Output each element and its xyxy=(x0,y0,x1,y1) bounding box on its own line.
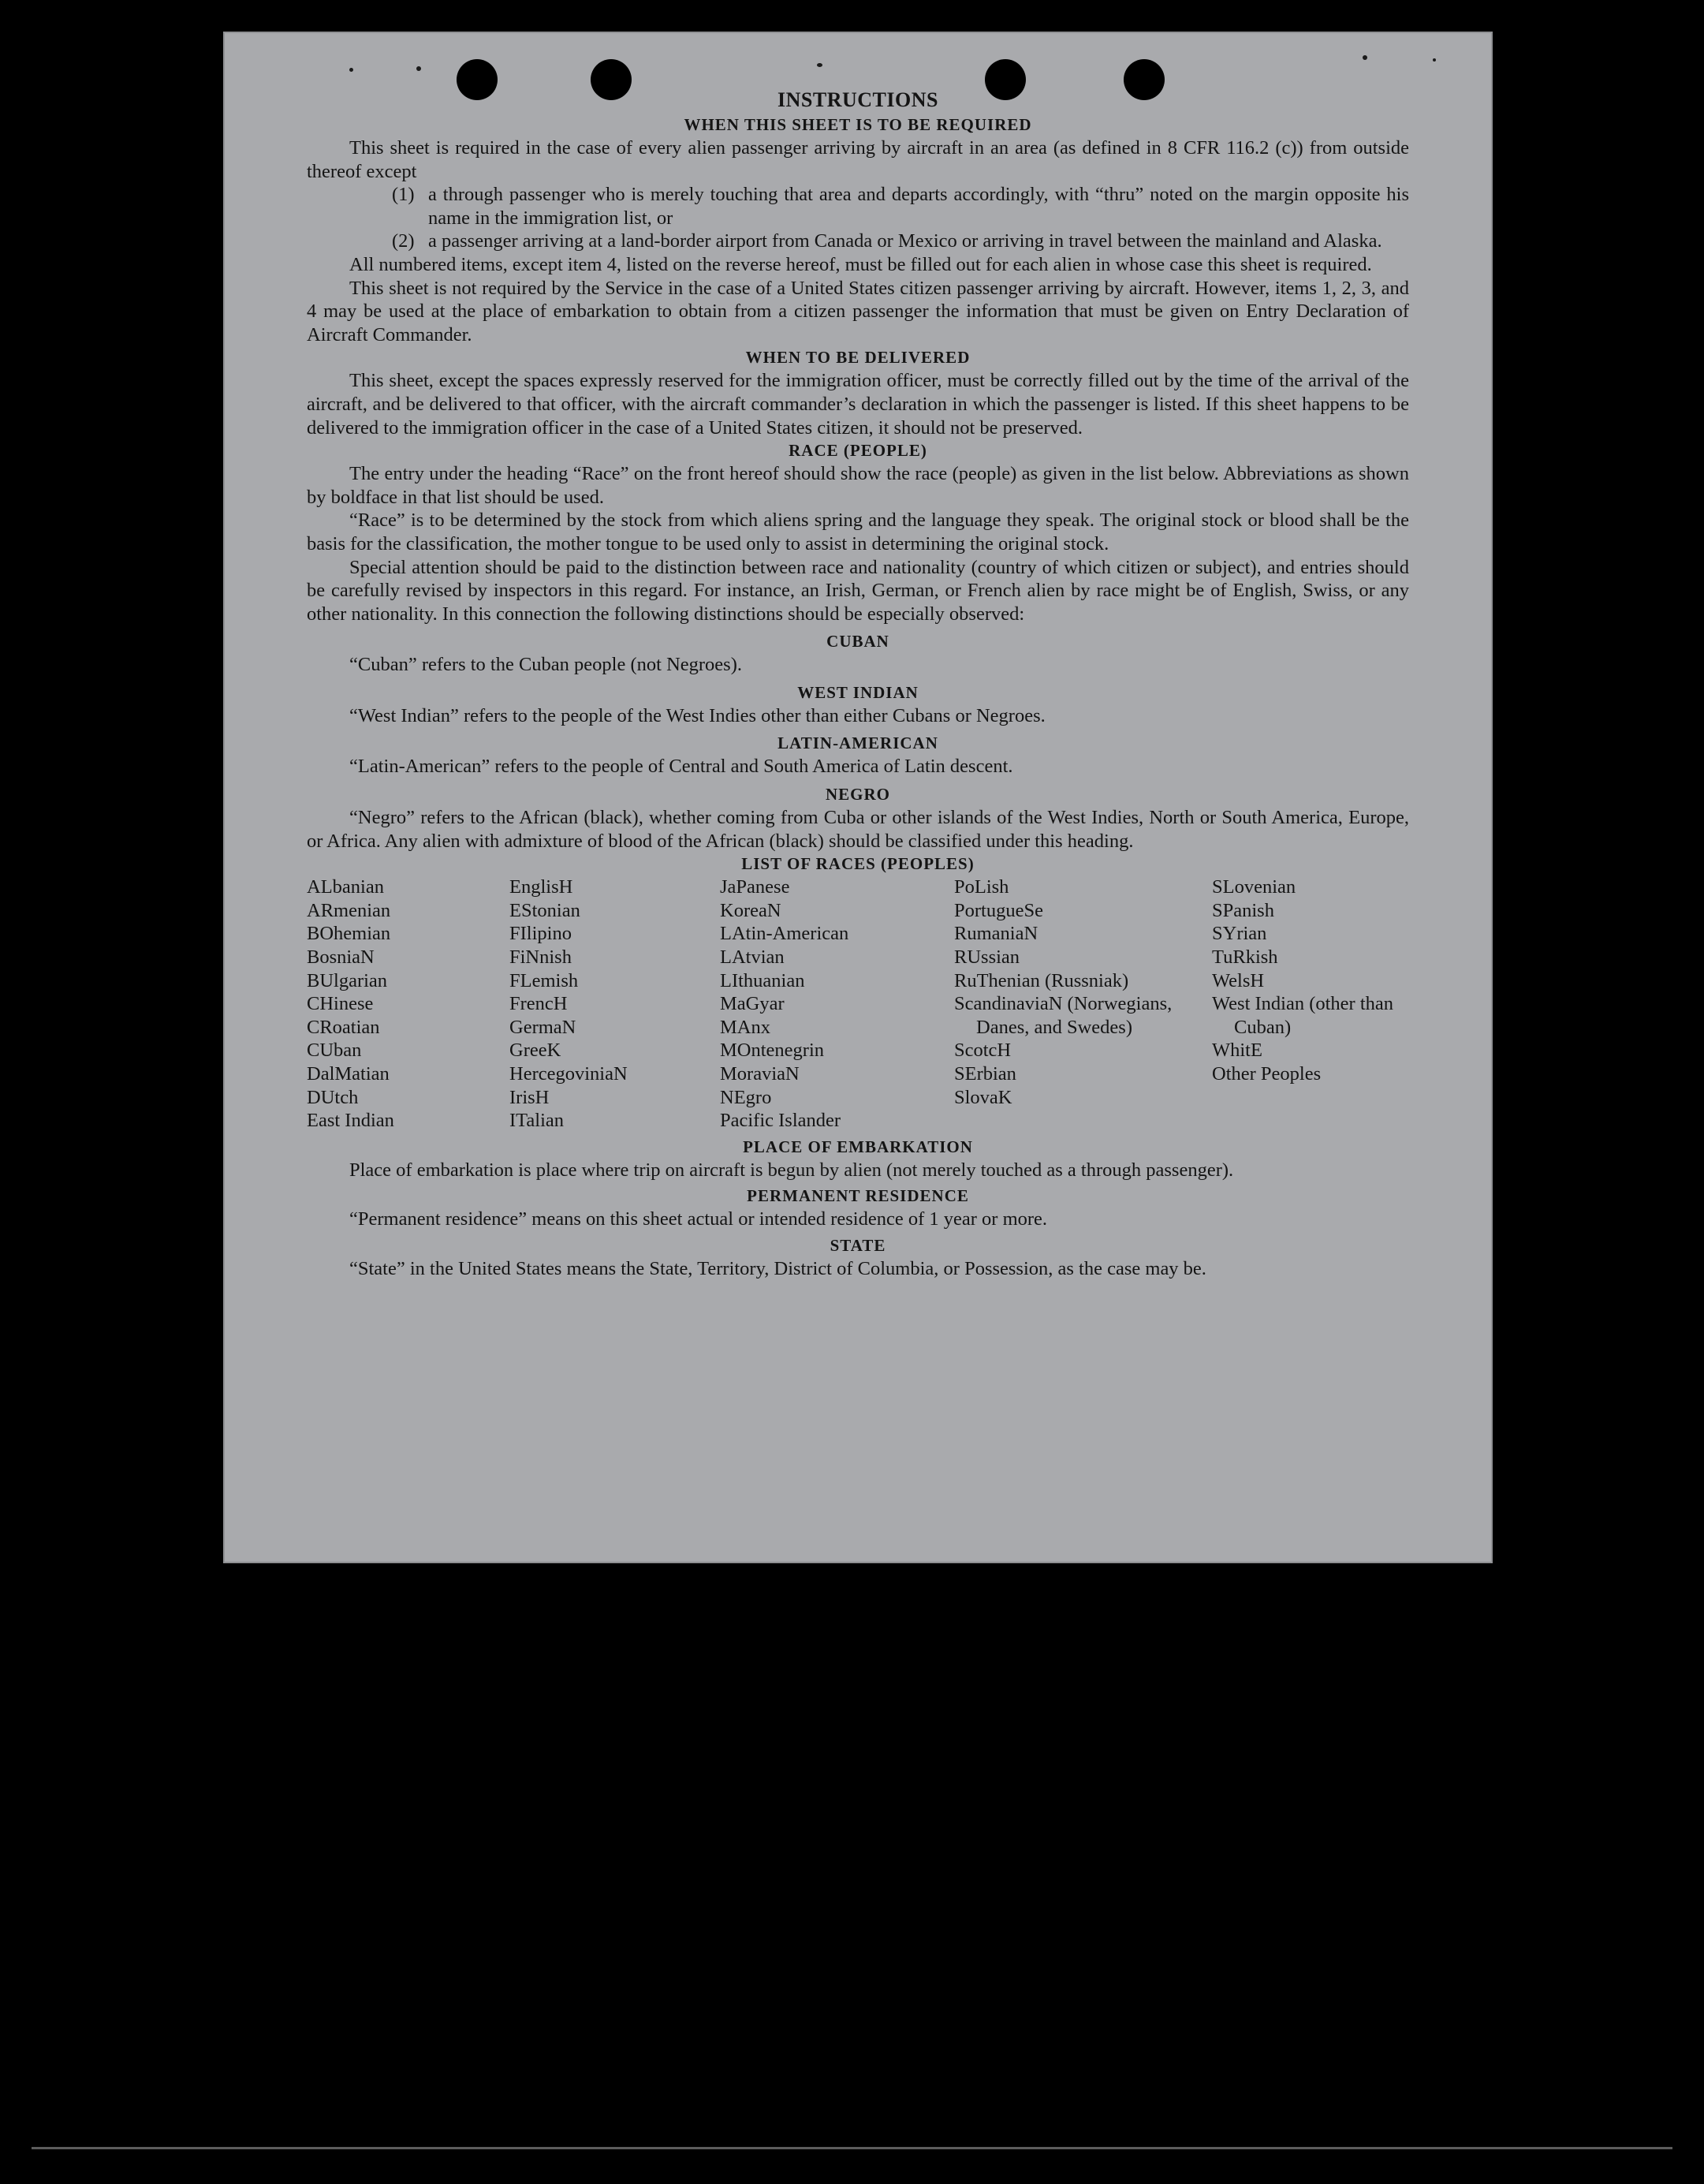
races-column xyxy=(1212,875,1409,1133)
race-entry: ScandinaviaN (Norwegians, Danes, and Swedes) xyxy=(954,993,1173,1038)
race-entry: JaPanese xyxy=(720,876,790,898)
paragraph: The entry under the heading “Race” on the front hereof should show the race (people) as given in the list below. Abbreviations as shown by boldface in that list should be used. xyxy=(307,463,1409,508)
race-entry: MOntenegrin xyxy=(720,1040,824,1062)
item-number: (1) xyxy=(392,184,415,206)
section-heading: LATIN-AMERICAN xyxy=(777,734,938,753)
paragraph: “State” in the United States means the State, Territory, District of Columbia, or Possession, as the case may be. xyxy=(349,1257,1206,1279)
punch-hole xyxy=(457,59,498,100)
race-entry: NEgro xyxy=(720,1086,772,1108)
race-entry: FIlipino xyxy=(509,923,572,945)
section-heading: WHEN THIS SHEET IS TO BE REQUIRED xyxy=(684,115,1032,134)
punch-hole xyxy=(1124,59,1165,100)
scan-edge-line xyxy=(32,2147,1672,2149)
speck xyxy=(416,66,421,71)
race-entry: BOhemian xyxy=(307,923,391,945)
race-entry: PortugueSe xyxy=(954,899,1043,921)
race-entry: FrencH xyxy=(509,993,568,1015)
section-heading: PERMANENT RESIDENCE xyxy=(747,1186,969,1206)
races-column xyxy=(307,875,488,1133)
race-entry: LAtvian xyxy=(720,946,785,969)
race-entry: PoLish xyxy=(954,876,1009,898)
race-entry: LIthuanian xyxy=(720,969,805,991)
race-entry: GermaN xyxy=(509,1016,576,1038)
race-entry: FiNnish xyxy=(509,946,572,969)
section-heading: STATE xyxy=(830,1235,886,1255)
section-heading: CUBAN xyxy=(826,632,889,651)
race-entry: TuRkish xyxy=(1212,946,1278,969)
section-heading: WEST INDIAN xyxy=(797,682,919,702)
speck xyxy=(1433,58,1436,62)
race-entry: GreeK xyxy=(509,1040,561,1062)
races-list xyxy=(307,875,1409,1133)
punch-hole xyxy=(985,59,1026,100)
section-heading: WHEN TO BE DELIVERED xyxy=(745,348,971,368)
paragraph: “Cuban” refers to the Cuban people (not Negroes). xyxy=(349,654,742,676)
section-heading: NEGRO xyxy=(825,785,890,805)
race-entry: WhitE xyxy=(1212,1040,1262,1062)
race-entry: CRoatian xyxy=(307,1016,380,1038)
race-entry: BUlgarian xyxy=(307,969,388,991)
race-entry: RumaniaN xyxy=(954,923,1038,945)
race-entry: MaGyar xyxy=(720,993,785,1015)
race-entry: FLemish xyxy=(509,969,579,991)
section-heading: LIST OF RACES (PEOPLES) xyxy=(741,854,975,874)
speck xyxy=(817,63,822,67)
paragraph: Place of embarkation is place where trip on aircraft is begun by alien (not merely touched as a through passenger). xyxy=(349,1159,1234,1181)
section-heading: PLACE OF EMBARKATION xyxy=(743,1137,973,1156)
race-entry: SPanish xyxy=(1212,899,1274,921)
paragraph: “West Indian” refers to the people of the West Indies other than either Cubans or Negroes. xyxy=(349,704,1046,726)
races-column xyxy=(509,875,699,1133)
paragraph: This sheet, except the spaces expressly reserved for the immigration officer, must be correctly filled out by the time of the arrival of the aircraft, and be delivered to that officer, with the aircraft commander’s declaration in which the passenger is listed. If this sheet happens to be delivered to the immigration officer in the case of a United States citizen, it should not be preserved. xyxy=(307,370,1409,439)
race-entry: West Indian (other than Cuban) xyxy=(1212,993,1394,1038)
race-entry: EnglisH xyxy=(509,876,573,898)
race-entry: ALbanian xyxy=(307,876,384,898)
race-entry: RUssian xyxy=(954,946,1020,969)
paragraph: “Negro” refers to the African (black), whether coming from Cuba or other islands of the West Indies, North or South America, Europe, or Africa. Any alien with admixture of blood of the African (black) should be classified under this heading. xyxy=(307,807,1409,852)
race-entry: SLovenian xyxy=(1212,876,1296,898)
race-entry: East Indian xyxy=(307,1110,394,1132)
paragraph: “Latin-American” refers to the people of Central and South America of Latin descent. xyxy=(349,756,1013,778)
paragraph: “Race” is to be determined by the stock from which aliens spring and the language they speak. The original stock or blood shall be the basis for the classification, the mother tongue to be used only to assist in determining the original stock. xyxy=(307,510,1409,554)
race-entry: EStonian xyxy=(509,899,580,921)
race-entry: LAtin-American xyxy=(720,923,849,945)
race-entry: ScotcH xyxy=(954,1040,1012,1062)
race-entry: DUtch xyxy=(307,1086,359,1108)
speck xyxy=(349,68,353,72)
race-entry: MoraviaN xyxy=(720,1063,800,1085)
item-text: a through passenger who is merely touching that area and departs accordingly, with “thru” noted on the margin opposite his name in the immigration list, or xyxy=(428,184,1409,229)
race-entry: SErbian xyxy=(954,1063,1016,1085)
race-entry: SlovaK xyxy=(954,1086,1012,1108)
paragraph: “Permanent residence” means on this sheet actual or intended residence of 1 year or more. xyxy=(349,1208,1048,1230)
race-entry: Other Peoples xyxy=(1212,1063,1322,1085)
race-entry: SYrian xyxy=(1212,923,1267,945)
paragraph: This sheet is not required by the Service in the case of a United States citizen passenger arriving by aircraft. However, items 1, 2, 3, and 4 may be used at the place of embarkation to obtain from a citizen passenger the information that must be given on Entry Declaration of Aircraft Commander. xyxy=(307,277,1409,345)
list-item xyxy=(392,183,1409,230)
race-entry: ITalian xyxy=(509,1110,565,1132)
item-number: (2) xyxy=(392,230,415,252)
punch-hole xyxy=(591,59,632,100)
race-entry: BosniaN xyxy=(307,946,375,969)
race-entry: CHinese xyxy=(307,993,374,1015)
page-title: INSTRUCTIONS xyxy=(777,88,938,111)
race-entry: WelsH xyxy=(1212,969,1265,991)
item-text: a passenger arriving at a land-border airport from Canada or Mexico or arriving in travel between the mainland and Alaska. xyxy=(428,230,1382,252)
race-entry: Pacific Islander xyxy=(720,1110,841,1132)
races-column xyxy=(720,875,933,1133)
race-entry: KoreaN xyxy=(720,899,781,921)
document-sheet xyxy=(223,32,1493,1563)
section-heading: RACE (PEOPLE) xyxy=(789,441,927,461)
race-entry: IrisH xyxy=(509,1086,550,1108)
list-item xyxy=(392,230,1409,253)
race-entry: RuThenian (Russniak) xyxy=(954,969,1129,991)
races-column xyxy=(954,875,1191,1133)
speck xyxy=(1363,55,1367,60)
race-entry: CUban xyxy=(307,1040,362,1062)
race-entry: DalMatian xyxy=(307,1063,390,1085)
paragraph: Special attention should be paid to the distinction between race and nationality (country of which citizen or subject), and entries should be carefully revised by inspectors in this regard. For instance, an Irish, German, or French alien by race might be of English, Swiss, or any other nationality. In this connection the following distinctions should be especially observed: xyxy=(307,556,1409,625)
race-entry: MAnx xyxy=(720,1016,770,1038)
paragraph: This sheet is required in the case of every alien passenger arriving by aircraft in an area (as defined in 8 CFR 116.2 (c)) from outside thereof except xyxy=(307,137,1409,182)
race-entry: HercegoviniaN xyxy=(509,1063,628,1085)
race-entry: ARmenian xyxy=(307,899,391,921)
paragraph: All numbered items, except item 4, listed on the reverse hereof, must be filled out for each alien in whose case this sheet is required. xyxy=(349,253,1372,275)
